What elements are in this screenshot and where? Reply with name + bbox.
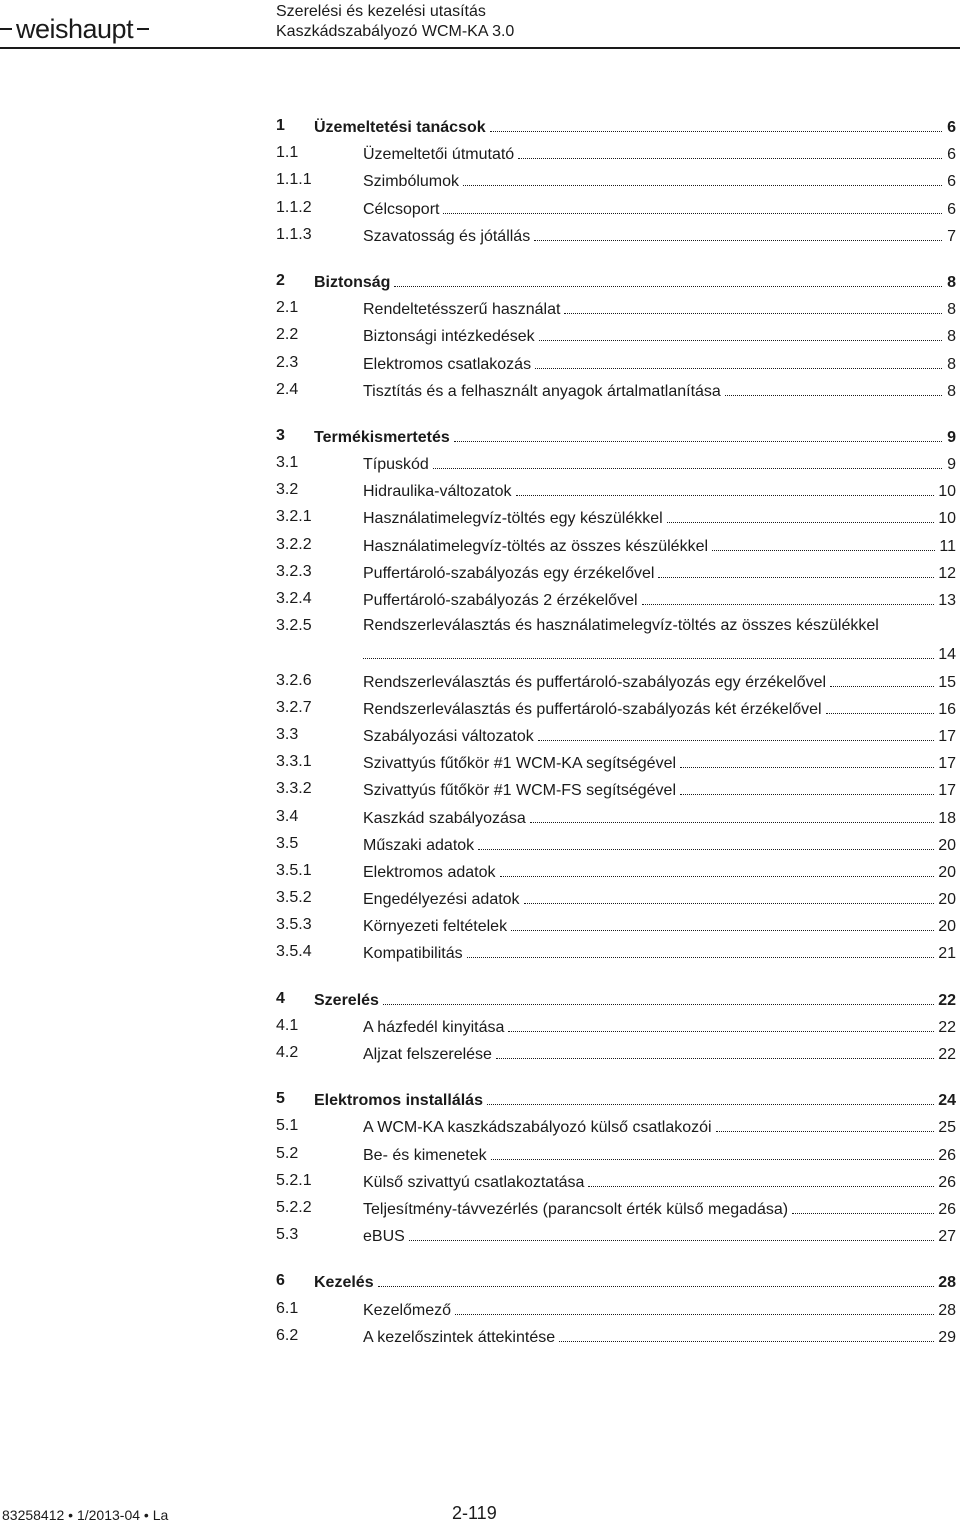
toc-entry-title: Rendszerleválasztás és használatimelegvíz-töltés az összes készülékkel (363, 617, 879, 635)
toc-entry-title: Szivattyús fűtőkör #1 WCM-FS segítségével (363, 782, 676, 800)
toc-leader-dots (792, 1194, 934, 1214)
toc-entry-title: Teljesítmény-távvezérlés (parancsolt érték külső megadása) (363, 1200, 789, 1218)
toc-entry-number: 5.2 (276, 1144, 299, 1162)
toc-leader-dots (680, 748, 934, 768)
toc-entry-title: Kompatibilitás (363, 945, 463, 963)
toc-entry[interactable] (276, 1267, 956, 1294)
logo-dash-right (137, 28, 149, 30)
logo-text: weishaupt (16, 14, 134, 44)
toc-entry-title: Üzemeltetési tanácsok (314, 119, 486, 136)
toc-entry-number: 5 (276, 1090, 285, 1108)
toc-entry[interactable] (276, 1295, 956, 1322)
toc-leader-dots (530, 803, 934, 823)
toc-leader-dots (534, 221, 942, 241)
toc-entry-page: 9 (947, 456, 956, 474)
toc-entry-title: Kezelés (314, 1274, 374, 1292)
toc-entry-title: Rendeltetésszerű használat (363, 301, 561, 319)
toc-entry[interactable] (276, 449, 956, 476)
toc-leader-dots (642, 585, 935, 605)
toc-entry[interactable] (276, 612, 956, 666)
toc-entry-number: 3.5.1 (276, 861, 312, 879)
toc-entry-number: 2 (276, 271, 285, 289)
toc-entry[interactable] (276, 112, 956, 139)
toc-entry-number: 1.1.1 (276, 171, 312, 189)
toc-entry[interactable] (276, 803, 956, 830)
toc-leader-dots (363, 639, 934, 659)
toc-leader-dots (500, 857, 935, 877)
toc-entry[interactable] (276, 1085, 956, 1112)
toc-entry[interactable] (276, 194, 956, 221)
document-title-line2: Kaszkádszabályozó WCM-KA 3.0 (276, 23, 515, 40)
toc-entry-title: Típuskód (363, 456, 429, 474)
toc-entry-title: Kaszkád szabályozása (363, 809, 526, 827)
toc-leader-dots (826, 694, 935, 714)
toc-entry-title: A kezelőszintek áttekintése (363, 1328, 556, 1346)
toc-entry[interactable] (276, 503, 956, 530)
toc-leader-dots (518, 139, 942, 159)
toc-entry-number: 3.2.6 (276, 671, 312, 689)
toc-entry[interactable] (276, 1322, 956, 1349)
toc-leader-dots (463, 166, 942, 186)
toc-entry-number: 3.5.3 (276, 916, 312, 934)
toc-entry-number: 1.1.3 (276, 225, 312, 243)
toc-leader-dots (394, 267, 942, 287)
toc-entry-number: 3.2.4 (276, 590, 312, 607)
toc-entry-title: Biztonsági intézkedések (363, 328, 535, 346)
toc-entry-title: Puffertároló-szabályozás egy érzékelővel (363, 564, 655, 582)
toc-entry-page: 13 (938, 592, 956, 609)
toc-leader-dots (716, 1112, 935, 1132)
toc-entry[interactable] (276, 139, 956, 166)
header-rule (0, 47, 960, 49)
toc-entry-page: 8 (947, 328, 956, 346)
toc-entry-page: 17 (938, 727, 956, 745)
toc-leader-dots (496, 1039, 934, 1059)
toc-entry-title: Rendszerleválasztás és puffertároló-szabályozás két érzékelővel (363, 700, 822, 718)
toc-leader-dots (487, 1085, 934, 1105)
toc-entry-page: 17 (938, 755, 956, 773)
toc-entry-number: 1 (276, 117, 285, 134)
toc-entry[interactable] (276, 667, 956, 694)
toc-leader-dots (538, 721, 934, 741)
toc-entry-page: 6 (947, 173, 956, 191)
toc-entry-page: 29 (938, 1328, 956, 1346)
toc-entry-title: Engedélyezési adatok (363, 891, 520, 909)
toc-entry-number: 2.4 (276, 380, 299, 398)
toc-entry-title: Külső szivattyú csatlakoztatása (363, 1173, 585, 1191)
toc-entry-title: Szabályozási változatok (363, 727, 534, 745)
toc-entry-page: 9 (947, 428, 956, 446)
toc-entry-number: 5.2.2 (276, 1198, 312, 1216)
toc-entry[interactable] (276, 585, 956, 612)
toc-entry-page: 6 (947, 146, 956, 164)
toc-entry-number: 3.3.2 (276, 780, 312, 798)
toc-entry-page: 10 (938, 483, 956, 501)
toc-entry-page: 6 (947, 119, 956, 136)
toc-leader-dots (491, 1140, 935, 1160)
logo-dash-left (0, 28, 12, 30)
toc-entry-number: 3.3 (276, 725, 299, 743)
toc-entry-title: A házfedél kinyitása (363, 1018, 505, 1036)
document-title (276, 2, 514, 42)
toc-entry-title: Környezeti feltételek (363, 918, 508, 936)
toc-entry[interactable] (276, 1112, 956, 1139)
toc-entry-page: 28 (938, 1301, 956, 1319)
toc-leader-dots (524, 884, 935, 904)
toc-entry-page: 10 (938, 510, 956, 528)
toc-entry-title: Biztonság (314, 273, 391, 291)
page-footer (0, 1505, 960, 1525)
toc-entry-page: 20 (938, 836, 956, 854)
toc-entry-number: 3.2 (276, 481, 299, 499)
toc-leader-dots (443, 194, 942, 214)
toc-entry-number: 3 (276, 426, 285, 444)
page-header (0, 0, 960, 60)
toc-leader-dots (383, 985, 934, 1005)
toc-entry-page: 26 (938, 1146, 956, 1164)
toc-entry-number: 2.3 (276, 353, 299, 371)
toc-entry-title: Rendszerleválasztás és puffertároló-szabályozás egy érzékelővel (363, 673, 827, 691)
toc-entry-page: 25 (938, 1119, 956, 1137)
toc-entry-number: 3.1 (276, 454, 299, 472)
toc-entry-number: 4 (276, 989, 285, 1007)
toc-leader-dots (725, 376, 942, 396)
weishaupt-logo (0, 14, 149, 44)
toc-entry-page: 11 (939, 537, 956, 555)
document-title-line1: Szerelési és kezelési utasítás (276, 3, 486, 20)
toc-entry-title: Használatimelegvíz-töltés egy készülékkel (363, 510, 663, 528)
toc-entry-page: 17 (938, 782, 956, 800)
toc-entry-number: 6.2 (276, 1326, 299, 1344)
toc-entry-page: 8 (947, 382, 956, 400)
toc-entry-number: 1.1.2 (276, 198, 312, 216)
toc-entry-title: Aljzat felszerelése (363, 1046, 492, 1064)
toc-entry-title: Puffertároló-szabályozás 2 érzékelővel (363, 592, 638, 609)
toc-entry[interactable] (276, 1167, 956, 1194)
toc-leader-dots (433, 449, 942, 469)
toc-entry-number: 3.5.4 (276, 943, 312, 961)
toc-entry[interactable] (276, 1221, 956, 1248)
toc-entry-page: 6 (947, 200, 956, 218)
toc-entry-title: A WCM-KA kaszkádszabályozó külső csatlakozói (363, 1119, 712, 1137)
toc-entry-title: Szivattyús fűtőkör #1 WCM-KA segítségével (363, 755, 677, 773)
toc-entry-title: Elektromos adatok (363, 863, 496, 881)
toc-entry-title: Üzemeltetői útmutató (363, 146, 515, 164)
toc-entry-page: 18 (938, 809, 956, 827)
document-code: 83258412 • 1/2013-04 • La (2, 1507, 169, 1523)
toc-entry[interactable] (276, 422, 956, 449)
toc-entry[interactable] (276, 221, 956, 248)
toc-leader-dots (409, 1221, 934, 1241)
toc-entry-title: Szavatosság és jótállás (363, 227, 531, 245)
toc-entry[interactable] (276, 376, 956, 403)
toc-entry[interactable] (276, 267, 956, 294)
toc-entry-number: 3.3.1 (276, 753, 312, 771)
toc-entry[interactable] (276, 1140, 956, 1167)
toc-entry-number: 4.1 (276, 1016, 299, 1034)
toc-leader-dots (508, 1012, 934, 1032)
toc-entry-number: 2.2 (276, 326, 299, 344)
toc-leader-dots (467, 938, 935, 958)
toc-entry-number: 3.5 (276, 834, 299, 852)
toc-entry-page: 26 (938, 1173, 956, 1191)
toc-entry[interactable] (276, 321, 956, 348)
toc-entry[interactable] (276, 985, 956, 1012)
toc-leader-dots (667, 503, 935, 523)
toc-entry-page: 16 (938, 700, 956, 718)
toc-entry-title: Kezelőmező (363, 1301, 452, 1319)
toc-entry[interactable] (276, 1194, 956, 1221)
toc-entry-page: 20 (938, 918, 956, 936)
toc-leader-dots (490, 112, 942, 132)
toc-entry-number: 3.5.2 (276, 889, 312, 907)
toc-entry-title: Műszaki adatok (363, 836, 475, 854)
toc-entry-page: 20 (938, 863, 956, 881)
toc-entry-number: 3.2.3 (276, 562, 312, 580)
toc-entry[interactable] (276, 748, 956, 775)
toc-entry[interactable] (276, 721, 956, 748)
toc-entry-title: Hidraulika-változatok (363, 483, 512, 501)
toc-entry-page: 8 (947, 355, 956, 373)
toc-entry[interactable] (276, 694, 956, 721)
toc-entry[interactable] (276, 349, 956, 376)
toc-entry-page: 8 (947, 301, 956, 319)
toc-leader-dots (830, 667, 934, 687)
toc-entry-title: Szimbólumok (363, 173, 460, 191)
toc-leader-dots (588, 1167, 934, 1187)
toc-leader-dots (478, 830, 934, 850)
toc-entry-title: Be- és kimenetek (363, 1146, 487, 1164)
toc-entry-page: 14 (938, 646, 956, 664)
toc-entry-page: 20 (938, 891, 956, 909)
toc-leader-dots (680, 775, 934, 795)
toc-entry[interactable] (276, 938, 956, 965)
toc-entry-page: 22 (938, 1018, 956, 1036)
toc-leader-dots (539, 321, 942, 341)
toc-entry[interactable] (276, 775, 956, 802)
toc-leader-dots (658, 558, 934, 578)
toc-entry-title: Szerelés (314, 991, 379, 1009)
toc-entry-page: 21 (938, 945, 956, 963)
page-number: 2-119 (452, 1503, 497, 1523)
toc-entry-page: 22 (938, 991, 956, 1009)
toc-entry[interactable] (276, 857, 956, 884)
table-of-contents (276, 112, 956, 1349)
toc-entry-page: 8 (947, 273, 956, 291)
toc-entry[interactable] (276, 1039, 956, 1066)
toc-entry[interactable] (276, 884, 956, 911)
toc-leader-dots (511, 911, 934, 931)
toc-entry-title: Célcsoport (363, 200, 440, 218)
toc-entry-number: 3.4 (276, 807, 299, 825)
toc-entry-title: Elektromos installálás (314, 1092, 483, 1110)
toc-entry[interactable] (276, 531, 956, 558)
toc-leader-dots (455, 1295, 934, 1315)
toc-leader-dots (516, 476, 935, 496)
toc-leader-dots (454, 422, 942, 442)
toc-leader-dots (559, 1322, 934, 1342)
toc-entry-page: 28 (938, 1274, 956, 1292)
toc-entry-number: 5.3 (276, 1226, 299, 1244)
toc-entry-title: eBUS (363, 1228, 405, 1246)
toc-entry-page: 22 (938, 1046, 956, 1064)
toc-entry-page: 7 (947, 227, 956, 245)
toc-entry[interactable] (276, 476, 956, 503)
toc-entry-page: 15 (938, 673, 956, 691)
toc-leader-dots (564, 294, 942, 314)
toc-entry-number: 3.2.1 (276, 508, 312, 526)
toc-entry-number: 3.2.5 (276, 617, 312, 635)
toc-leader-dots (712, 531, 935, 551)
toc-entry-number: 6 (276, 1272, 285, 1290)
toc-entry-number: 6.1 (276, 1299, 299, 1317)
toc-entry-number: 4.2 (276, 1044, 299, 1062)
toc-entry-title: Termékismertetés (314, 428, 450, 446)
toc-entry[interactable] (276, 911, 956, 938)
toc-entry-title: Használatimelegvíz-töltés az összes készülékkel (363, 537, 709, 555)
toc-entry[interactable] (276, 166, 956, 193)
toc-entry-page: 24 (938, 1092, 956, 1110)
toc-entry-number: 1.1 (276, 144, 299, 162)
toc-entry-page: 12 (938, 564, 956, 582)
toc-entry[interactable] (276, 1012, 956, 1039)
toc-entry-title: Tisztítás és a felhasznált anyagok ártalmatlanítása (363, 382, 721, 400)
toc-entry[interactable] (276, 830, 956, 857)
toc-leader-dots (535, 349, 942, 369)
toc-entry-number: 5.2.1 (276, 1171, 312, 1189)
toc-entry-number: 2.1 (276, 299, 299, 317)
toc-entry[interactable] (276, 294, 956, 321)
toc-entry-number: 3.2.7 (276, 698, 312, 716)
toc-entry-title: Elektromos csatlakozás (363, 355, 532, 373)
toc-entry-page: 27 (938, 1228, 956, 1246)
toc-entry[interactable] (276, 558, 956, 585)
toc-entry-page: 26 (938, 1200, 956, 1218)
toc-entry-number: 5.1 (276, 1117, 299, 1135)
toc-leader-dots (378, 1267, 935, 1287)
toc-entry-number: 3.2.2 (276, 535, 312, 553)
